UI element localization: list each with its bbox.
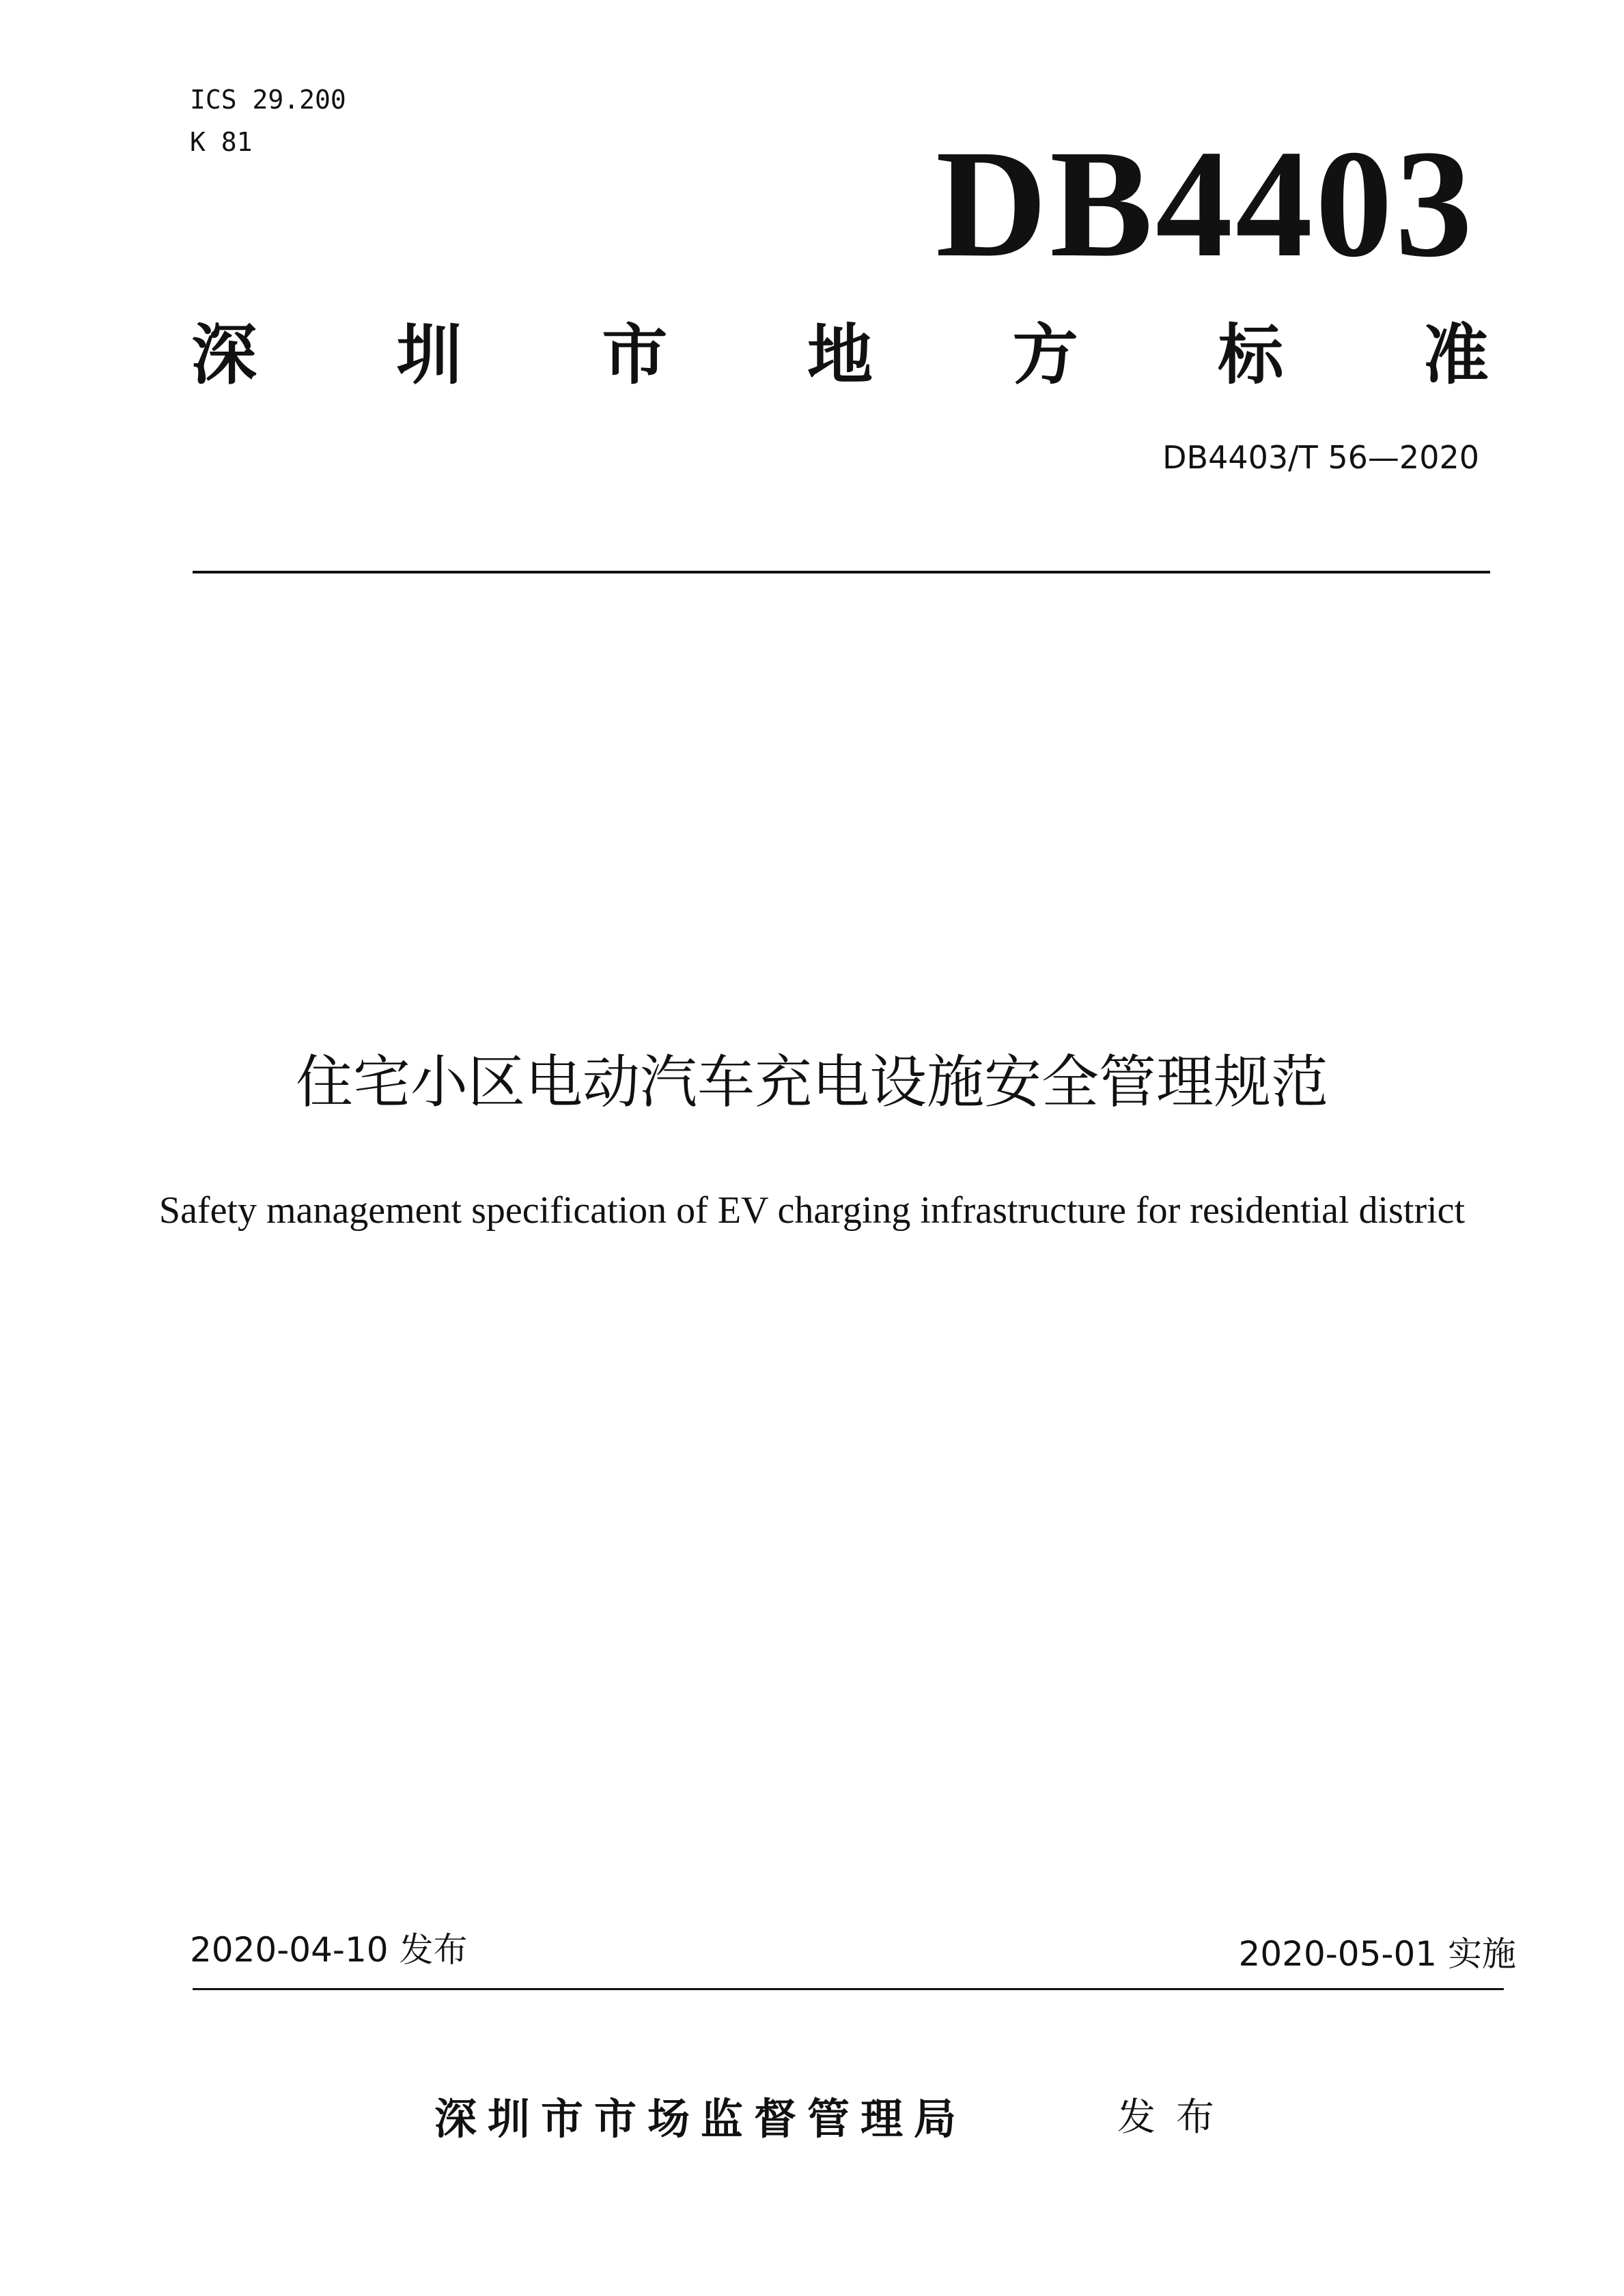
standard-code: DB4403 [936,118,1475,289]
standard-type-char: 市 [602,317,668,393]
standard-type-char: 准 [1423,317,1489,393]
ics-code: ICS 29.200 [190,85,346,115]
header-divider [193,571,1490,573]
standard-type-char: 地 [807,317,873,393]
implementation-date: 2020-05-01 实施 [1238,1934,1516,1974]
standard-number: DB4403/T 56—2020 [1162,439,1479,476]
standard-type-char: 深 [191,317,257,393]
issuing-authority: 深圳市市场监督管理局 [434,2094,968,2144]
standard-type-char: 标 [1218,317,1284,393]
issue-date: 2020-04-10 发布 [190,1930,468,1970]
issue-label: 发布 [1117,2095,1235,2140]
title-chinese: 住宅小区电动汽车充电设施安全管理规范 [295,1049,1328,1116]
standard-type-char: 圳 [396,317,462,393]
title-english: Safety management specification of EV charging infrastructure for residential district [158,1189,1466,1232]
standard-type [191,314,1489,396]
standard-type-char: 方 [1012,317,1078,393]
classification-code: K 81 [190,127,253,157]
footer-divider [193,1988,1504,1990]
